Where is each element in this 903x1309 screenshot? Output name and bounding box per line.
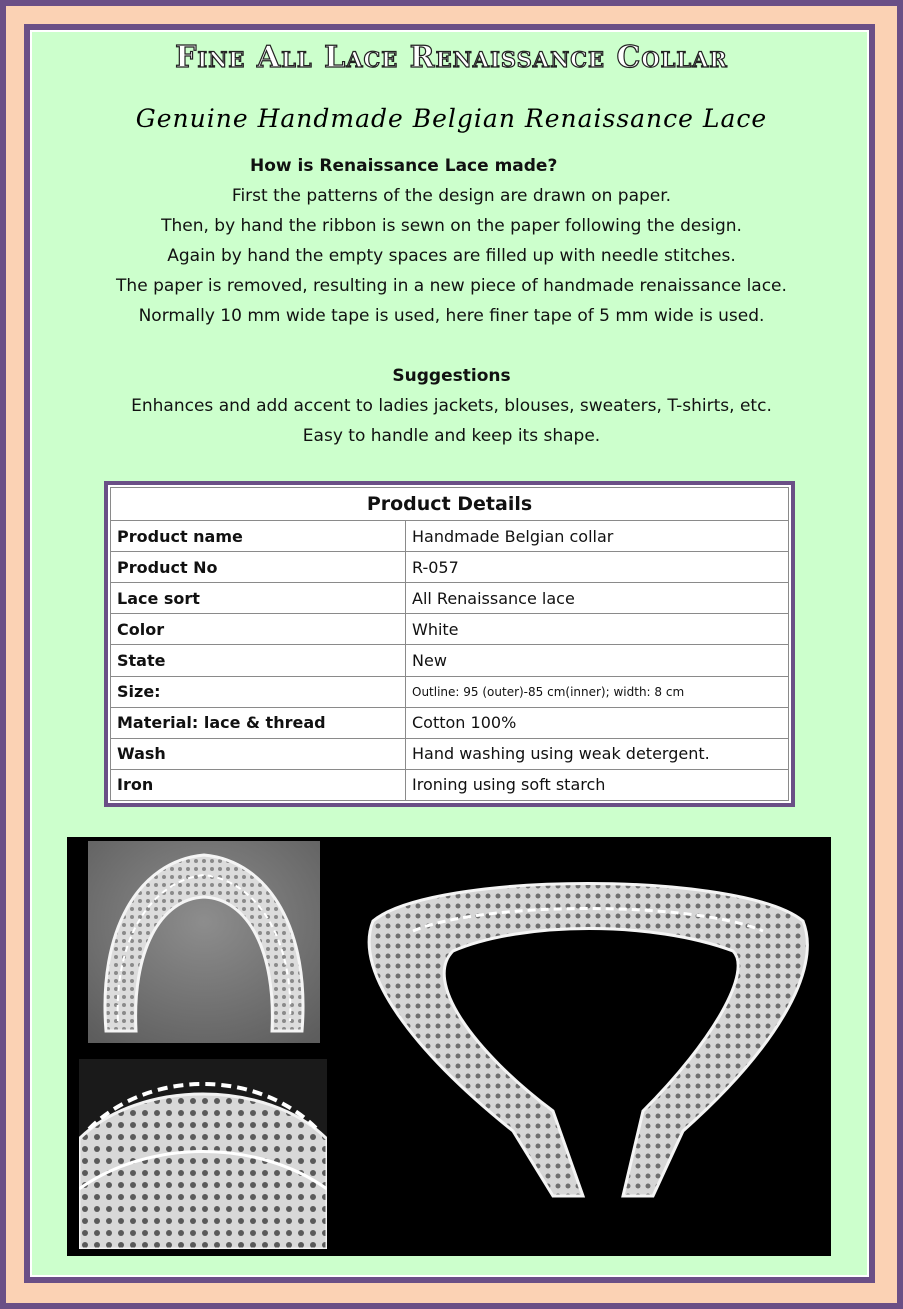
table-row	[111, 769, 789, 800]
row-value: All Renaissance lace	[406, 583, 789, 614]
row-label: Iron	[111, 769, 406, 800]
table-row	[111, 738, 789, 769]
suggestion-line: Easy to handle and keep its shape.	[302, 426, 601, 446]
collar-photo-black	[353, 851, 820, 1213]
how-made-heading: How is Renaissance Lace made?	[250, 156, 558, 176]
table-row	[111, 707, 789, 738]
row-value: Cotton 100%	[406, 707, 789, 738]
table-row	[111, 583, 789, 614]
how-made-line: Then, by hand the ribbon is sewn on the paper following the design.	[161, 216, 742, 236]
product-details-table	[104, 481, 795, 807]
row-label: Product name	[111, 521, 406, 552]
row-label: Lace sort	[111, 583, 406, 614]
product-details-heading: Product Details	[111, 488, 789, 521]
table-row	[111, 614, 789, 645]
row-value: Ironing using soft starch	[406, 769, 789, 800]
row-value: R-057	[406, 552, 789, 583]
how-made-line: First the patterns of the design are drawn on paper.	[231, 186, 672, 206]
collar-photo-grey	[88, 841, 320, 1043]
row-value: Handmade Belgian collar	[406, 521, 789, 552]
page-title: Fine All Lace Renaissance Collar	[175, 40, 728, 75]
row-label: State	[111, 645, 406, 676]
page-subtitle: Genuine Handmade Belgian Renaissance Lace	[135, 104, 768, 133]
suggestions-heading: Suggestions	[392, 366, 511, 386]
table-row	[111, 676, 789, 707]
table-row	[111, 521, 789, 552]
collar-detail-photo	[79, 1059, 327, 1249]
how-made-line: Normally 10 mm wide tape is used, here finer tape of 5 mm wide is used.	[138, 306, 765, 326]
row-value: Hand washing using weak detergent.	[406, 738, 789, 769]
row-value: New	[406, 645, 789, 676]
suggestion-line: Enhances and add accent to ladies jackets, blouses, sweaters, T-shirts, etc.	[131, 396, 772, 416]
photo-gallery	[67, 837, 831, 1256]
how-made-line: Again by hand the empty spaces are filled up with needle stitches.	[167, 246, 736, 266]
row-label: Product No	[111, 552, 406, 583]
row-label: Wash	[111, 738, 406, 769]
row-label: Color	[111, 614, 406, 645]
row-value: Outline: 95 (outer)-85 cm(inner); width: 8 cm	[406, 676, 789, 707]
row-label: Material: lace & thread	[111, 707, 406, 738]
how-made-line: The paper is removed, resulting in a new piece of handmade renaissance lace.	[116, 276, 787, 296]
row-label: Size:	[111, 676, 406, 707]
table-row	[111, 645, 789, 676]
table-row	[111, 552, 789, 583]
row-value: White	[406, 614, 789, 645]
